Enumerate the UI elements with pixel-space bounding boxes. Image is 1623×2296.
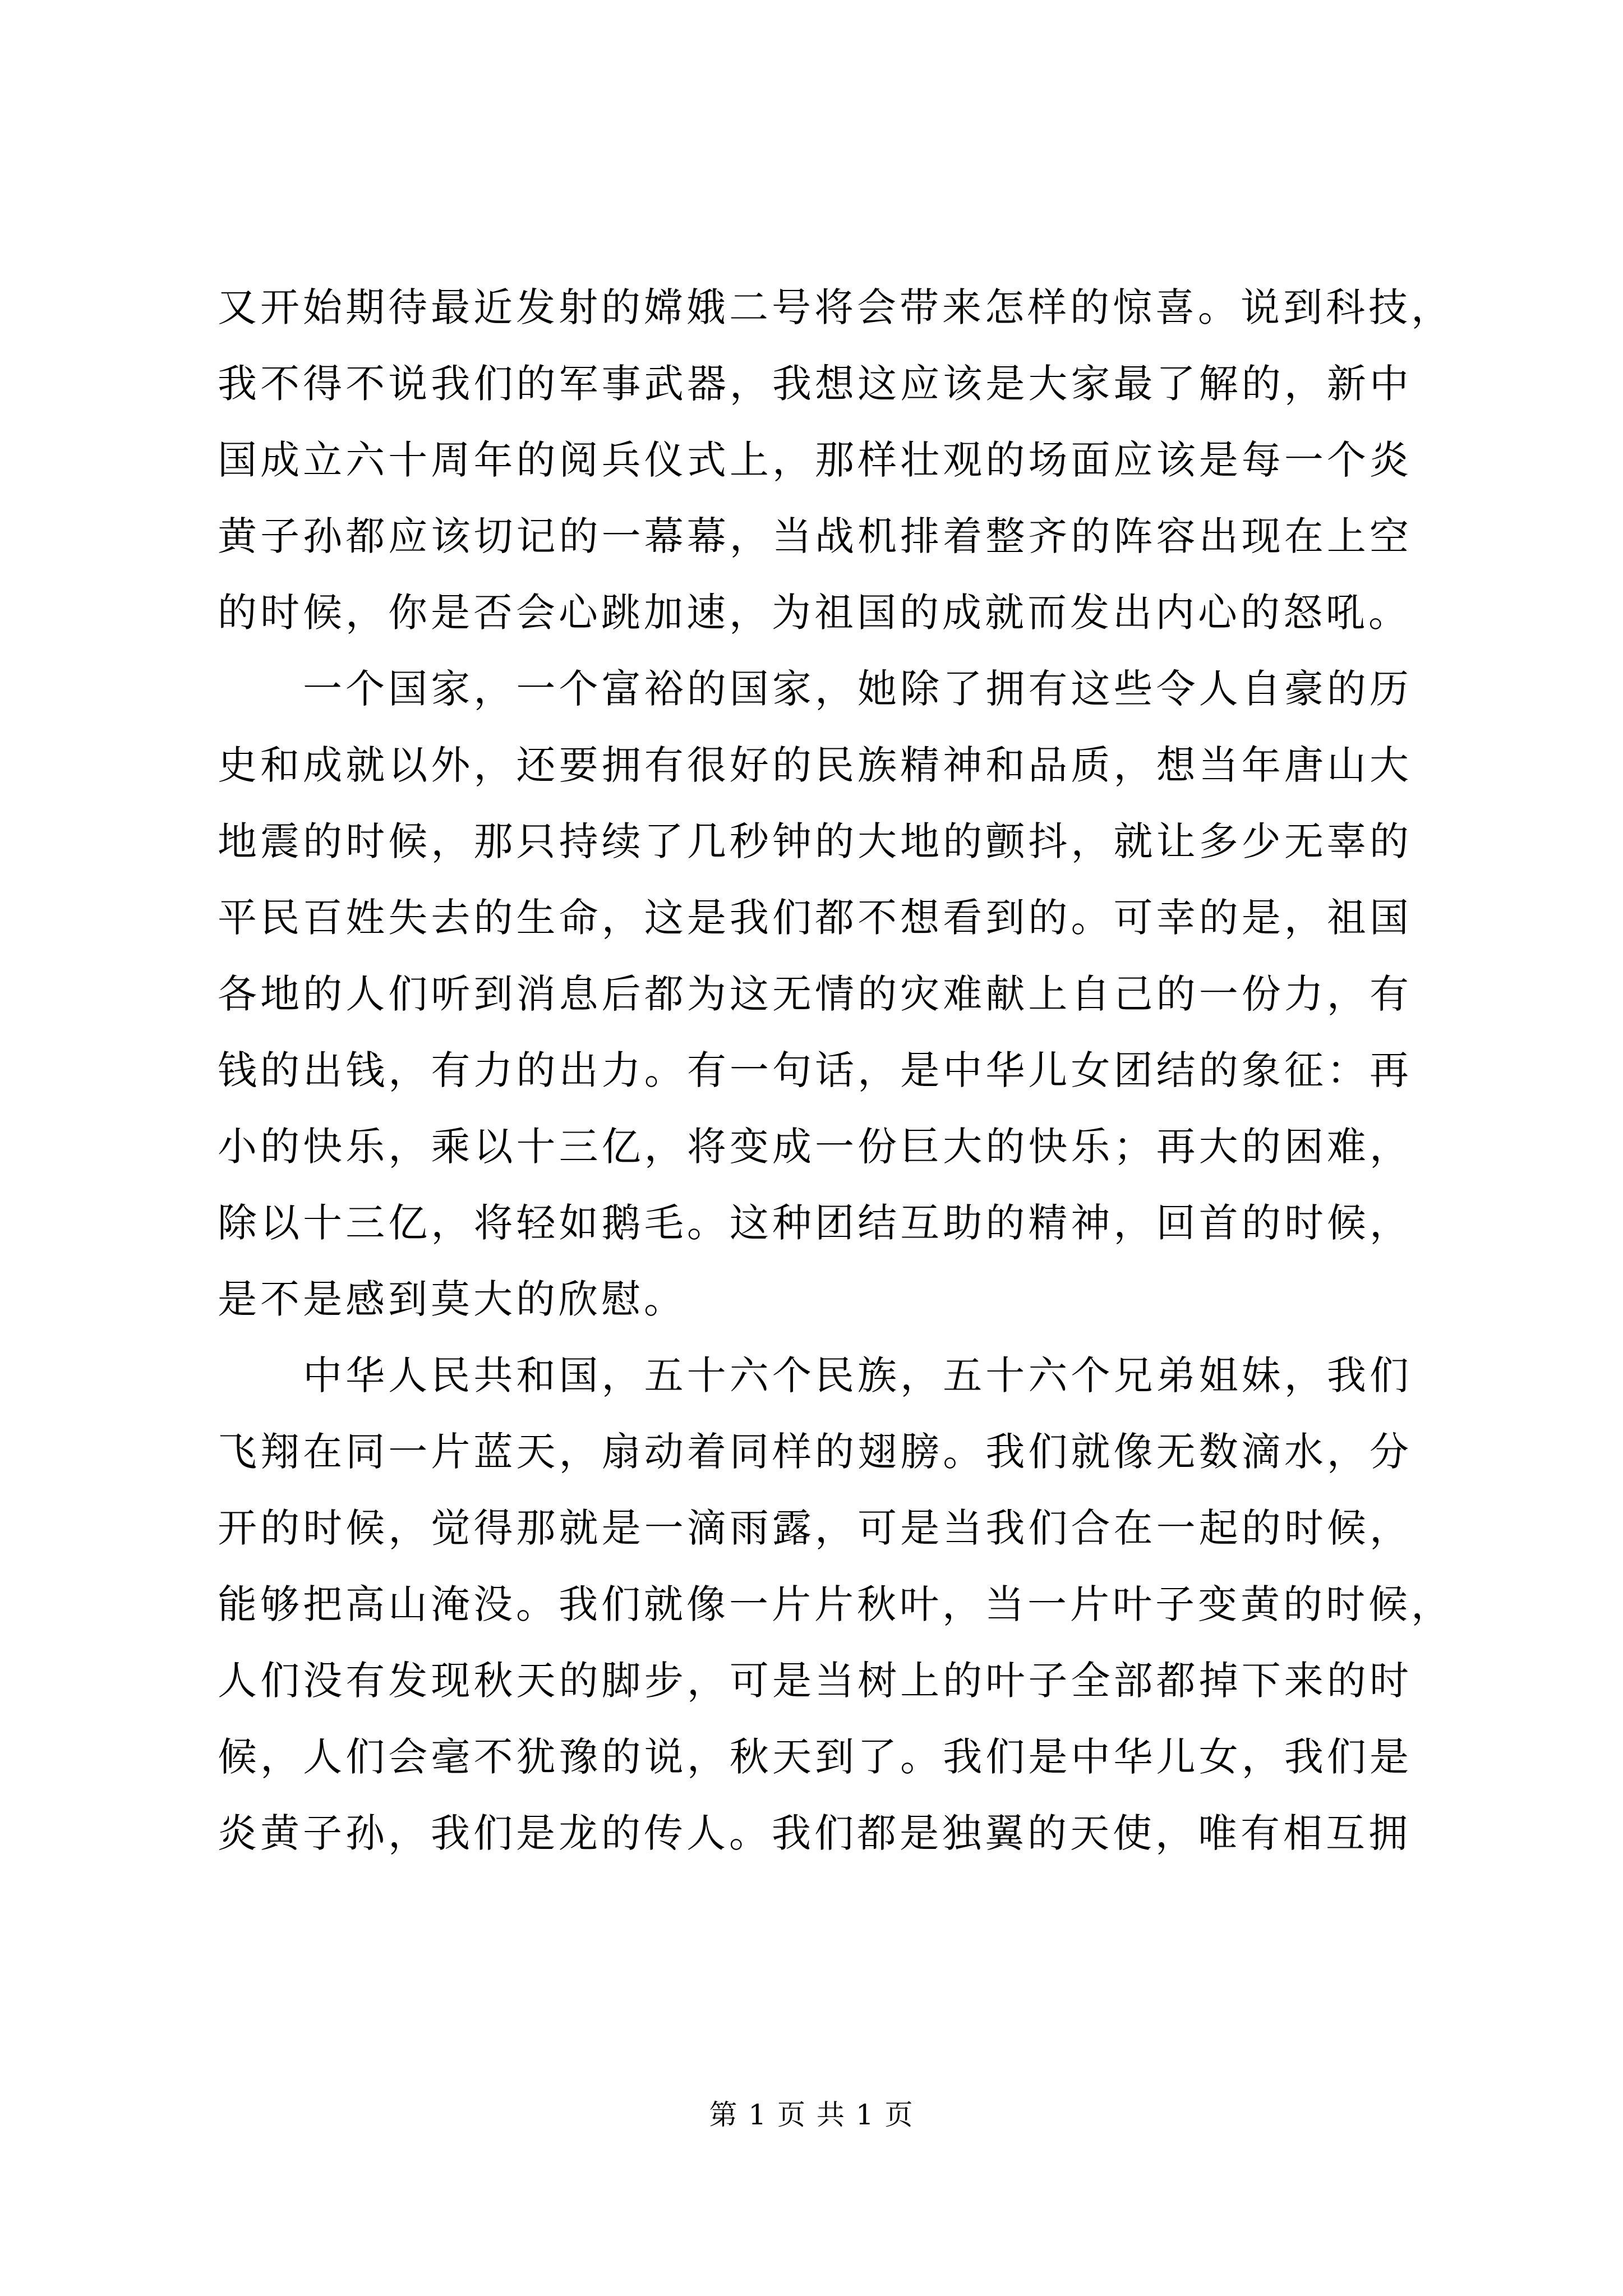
text-line: 候，人们会毫不犹豫的说，秋天到了。我们是中华儿女，我们是 [218,1734,1412,1780]
paragraph [218,269,1454,651]
text-line: 中华人民共和国，五十六个民族，五十六个兄弟姐妹，我们 [303,1352,1412,1398]
text-line: 各地的人们听到消息后都为这无情的灾难献上自己的一份力，有 [218,971,1412,1017]
document-body [218,269,1454,1871]
text-line: 平民百姓失去的生命，这是我们都不想看到的。可幸的是，祖国 [218,895,1412,941]
text-line: 小的快乐，乘以十三亿，将变成一份巨大的快乐；再大的困难， [218,1124,1412,1170]
page-footer: 第 1 页 共 1 页 [709,2099,914,2131]
paragraph [218,651,1412,1337]
paragraph [218,1337,1454,1871]
text-line: 国成立六十周年的阅兵仪式上，那样壮观的场面应该是每一个炎 [218,437,1412,483]
text-line: 钱的出钱，有力的出力。有一句话，是中华儿女团结的象征：再 [218,1047,1412,1093]
text-line: 的时候，你是否会心跳加速，为祖国的成就而发出内心的怒吼。 [218,590,1411,636]
text-line: 飞翔在同一片蓝天，扇动着同样的翅膀。我们就像无数滴水，分 [218,1429,1412,1475]
text-line: 是不是感到莫大的欣慰。 [218,1276,686,1322]
text-line: 史和成就以外，还要拥有很好的民族精神和品质，想当年唐山大 [218,742,1412,788]
text-line: 炎黄子孙，我们是龙的传人。我们都是独翼的天使，唯有相互拥 [218,1810,1411,1856]
text-line: 又开始期待最近发射的嫦娥二号将会带来怎样的惊喜。说到科技， [218,284,1454,330]
text-line: 能够把高山淹没。我们就像一片片秋叶，当一片叶子变黄的时候， [218,1581,1454,1627]
text-line: 我不得不说我们的军事武器，我想这应该是大家最了解的，新中 [218,361,1412,407]
text-line: 地震的时候，那只持续了几秒钟的大地的颤抖，就让多少无辜的 [218,818,1412,864]
text-line: 人们没有发现秋天的脚步，可是当树上的叶子全部都掉下来的时 [218,1658,1412,1704]
text-line: 一个国家，一个富裕的国家，她除了拥有这些令人自豪的历 [303,666,1412,712]
text-line: 黄子孙都应该切记的一幕幕，当战机排着整齐的阵容出现在上空 [218,513,1412,559]
text-line: 开的时候，觉得那就是一滴雨露，可是当我们合在一起的时候， [218,1505,1412,1551]
text-line: 除以十三亿，将轻如鹅毛。这种团结互助的精神，回首的时候， [218,1200,1412,1246]
